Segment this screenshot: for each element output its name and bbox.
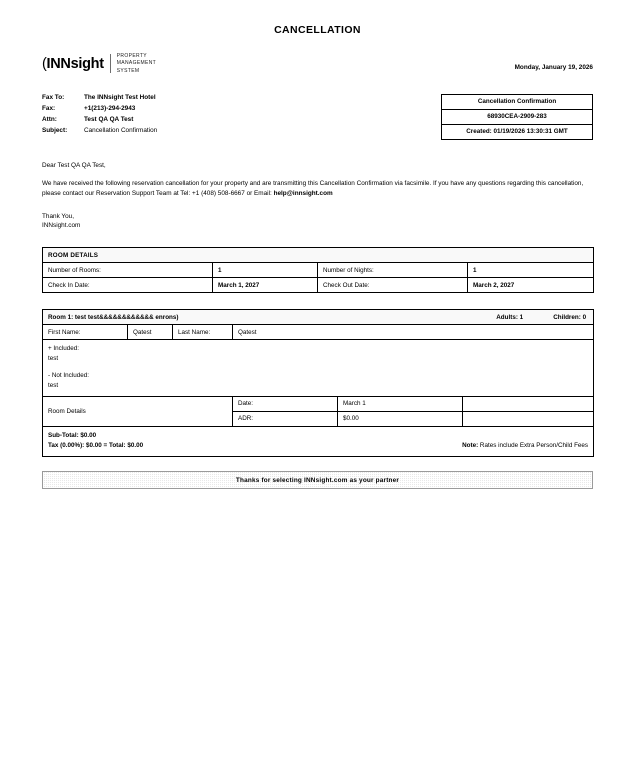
number-of-nights-label: Number of Nights:: [318, 263, 468, 278]
number-of-nights-value: 1: [468, 263, 594, 278]
rates-note: [462, 441, 588, 451]
room-1-table: [42, 309, 594, 457]
room-1-header: [43, 310, 594, 325]
tax-total: Tax (0.00%): $0.00 = Total: $0.00: [48, 442, 144, 450]
fax-and-confirmation-row: [42, 94, 593, 140]
subject-line: [42, 127, 372, 134]
document-page: [0, 24, 635, 769]
table-row: [43, 310, 594, 325]
fax-number-line: [42, 105, 372, 112]
header-row: [42, 53, 593, 75]
not-included-value: test: [48, 381, 59, 389]
first-name-value: Qatest: [128, 325, 173, 340]
signoff-line-2: INNsight.com: [42, 222, 81, 230]
room-1-header-label: Room 1: test test&&&&&&&&&&&& enrons): [48, 313, 179, 321]
page-title: CANCELLATION: [274, 24, 361, 36]
rates-note-label: Note:: [462, 442, 479, 450]
logo-text: INNsight: [46, 55, 104, 72]
confirmation-created: Created: 01/19/2026 13:30:31 GMT: [466, 128, 568, 136]
greeting-text: Dear Test QA QA Test,: [42, 161, 106, 169]
table-row: [43, 325, 594, 340]
room-1-section: [42, 309, 593, 457]
last-name-label: Last Name:: [173, 325, 233, 340]
table-row: [43, 396, 594, 411]
not-included-label: - Not Included:: [48, 371, 89, 379]
attn-line: [42, 116, 372, 123]
room-1-adults: Adults: 1: [496, 313, 524, 321]
fax-to-value: The INNsight Test Hotel: [84, 93, 156, 101]
check-out-date-label: Check Out Date:: [318, 278, 468, 293]
logo-subtitle-line-1: PROPERTY: [116, 53, 147, 59]
logo-subtitle: [117, 53, 156, 75]
logo-paren: (: [42, 55, 47, 72]
room-1-children: Children: 0: [553, 313, 587, 321]
logo-wordmark: [42, 57, 104, 72]
number-of-rooms-label: Number of Rooms:: [43, 263, 213, 278]
table-row: [43, 263, 594, 278]
check-in-date-value: March 1, 2027: [213, 278, 318, 293]
check-out-date-value: March 2, 2027: [468, 278, 594, 293]
room-details-table: [42, 247, 594, 293]
attn-label: Attn:: [42, 116, 57, 124]
last-name-value: Qatest: [233, 325, 594, 340]
fax-to-label: Fax To:: [42, 93, 65, 101]
table-row: [43, 278, 594, 293]
document-date: Monday, January 19, 2026: [514, 64, 593, 71]
body-paragraph-text: We have received the following reservation cancellation for your property and are transmitting this Cancellation Confirmation via facsimile. If you have any questions regarding this cancellation, please contact our Reservation Support Team at Tel: +1 (408) 508-6667 or Email:: [42, 179, 584, 197]
signoff: [42, 212, 593, 232]
signoff-line-1: Thank You,: [42, 212, 74, 220]
fax-to-line: [42, 94, 372, 101]
adr-value: $0.00: [338, 411, 463, 426]
confirmation-number: 68930CEA-2909-283: [442, 110, 592, 125]
subject-label: Subject:: [42, 127, 68, 135]
rates-note-text: Rates include Extra Person/Child Fees: [478, 442, 589, 450]
fax-number-label: Fax:: [42, 104, 56, 112]
room-details-label: Room Details: [43, 396, 233, 426]
first-name-label: First Name:: [43, 325, 128, 340]
included-value: test: [48, 355, 59, 363]
number-of-rooms-value: 1: [213, 263, 318, 278]
rate-date-value: March 1: [338, 396, 463, 411]
included-cell: [43, 340, 594, 396]
rate-date-label: Date:: [233, 396, 338, 411]
fax-number-value: +1(213)-294-2943: [84, 104, 136, 112]
adr-label: ADR:: [233, 411, 338, 426]
fax-block: [42, 94, 372, 139]
innsight-logo: [42, 53, 156, 75]
logo-subtitle-line-2: MANAGEMENT: [116, 60, 157, 67]
adr-extra-column: [463, 411, 594, 426]
table-row: [43, 426, 594, 457]
footer-banner: Thanks for selecting INNsight.com as your partner: [42, 471, 593, 489]
attn-value: Test QA QA Test: [84, 116, 134, 124]
room-details-title: ROOM DETAILS: [43, 248, 594, 263]
table-row: [43, 248, 594, 263]
check-in-date-label: Check In Date:: [43, 278, 213, 293]
subject-value: Cancellation Confirmation: [84, 127, 158, 135]
confirmation-box: [441, 94, 593, 140]
confirmation-heading: Cancellation Confirmation: [442, 95, 592, 110]
support-email: help@innsight.com: [273, 189, 333, 197]
sub-total: Sub-Total: $0.00: [48, 431, 97, 439]
logo-subtitle-line-3: SYSTEM: [116, 67, 140, 74]
table-row: [43, 340, 594, 396]
rate-extra-column: [463, 396, 594, 411]
body-paragraph: [42, 179, 593, 199]
logo-divider-icon: [110, 54, 111, 73]
room-details-section: [42, 247, 593, 293]
totals-cell: [43, 426, 594, 457]
included-label: + Included:: [48, 345, 79, 353]
